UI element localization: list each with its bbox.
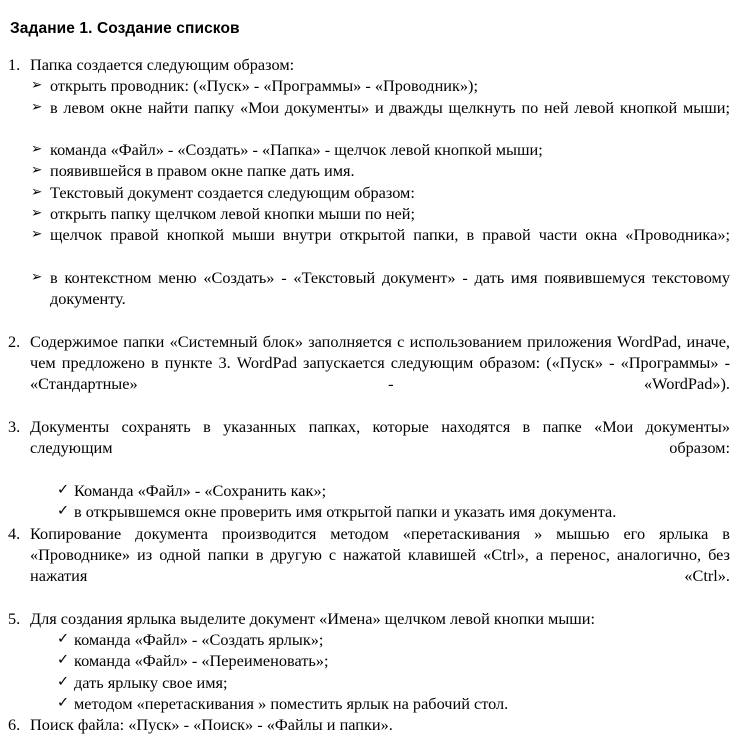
list-item-number: 6. <box>8 715 21 735</box>
arrow-bullet-icon: ➢ <box>31 77 43 94</box>
check-list-item-text: Команда «Файл» - «Сохранить как»; <box>74 480 327 500</box>
checkmark-icon: ✓ <box>57 481 70 498</box>
list-item <box>8 608 730 629</box>
check-list-item <box>8 480 730 501</box>
list-item-number: 2. <box>8 331 21 351</box>
list-item-text: Поиск файла: «Пуск» - «Поиск» - «Файлы и папки». <box>30 715 393 735</box>
checkmark-icon: ✓ <box>57 652 70 669</box>
list-item-text: Для создания ярлыка выделите документ «Имена» щелчком левой кнопки мыши: <box>30 608 596 628</box>
arrow-bullet-icon: ➢ <box>31 183 43 200</box>
list-item-number: 5. <box>8 608 21 628</box>
arrow-list-item <box>8 139 730 160</box>
list-item-number: 3. <box>8 417 21 437</box>
arrow-bullet-icon: ➢ <box>31 268 43 285</box>
arrow-list-item <box>8 75 730 96</box>
check-list-item <box>8 501 730 522</box>
check-list-item-text: команда «Файл» - «Переименовать»; <box>74 651 329 671</box>
check-list-item <box>8 693 730 714</box>
list-item-text: Папка создается следующим образом: <box>30 55 295 74</box>
list-item-number: 1. <box>8 55 21 74</box>
arrow-list-item-text: щелчок правой кнопкой мыши внутри открытой папки, в правой части окна «Проводника»; <box>50 225 730 245</box>
check-list-item-text: в открывшемся окне проверить имя открытой папки и указать имя документа. <box>74 502 617 522</box>
check-list-item-text: дать ярлыку свое имя; <box>74 672 228 692</box>
checkmark-icon: ✓ <box>57 503 70 520</box>
arrow-list-item-text: в контекстном меню «Создать» - «Текстовый документ» - дать имя появившемуся текстовому документу. <box>50 267 730 309</box>
list-item <box>8 54 730 75</box>
list-item <box>8 331 730 416</box>
checkmark-icon: ✓ <box>57 694 70 711</box>
arrow-bullet-icon: ➢ <box>31 162 43 179</box>
check-list-item <box>8 629 730 650</box>
arrow-list-item-text: появившейся в правом окне папке дать имя. <box>50 161 355 181</box>
list-item-text: Документы сохранять в указанных папках, которые находятся в папке «Мои документы» следующим образом: <box>30 417 730 458</box>
checkmark-icon: ✓ <box>57 673 70 690</box>
check-list-item-text: методом «перетаскивания » поместить ярлык на рабочий стол. <box>74 693 509 713</box>
check-list-item-text: команда «Файл» - «Создать ярлык»; <box>74 630 324 650</box>
list-item <box>8 416 730 480</box>
arrow-list-item <box>8 224 730 267</box>
list-item-number: 4. <box>8 523 21 543</box>
arrow-bullet-icon: ➢ <box>31 98 43 115</box>
arrow-list-item <box>8 97 730 140</box>
arrow-list-item-text: команда «Файл» - «Создать» - «Папка» - щелчок левой кнопкой мыши; <box>50 140 543 160</box>
arrow-bullet-icon: ➢ <box>31 141 43 158</box>
arrow-list-item-text: Текстовый документ создается следующим образом: <box>50 182 415 202</box>
arrow-list-item-text: в левом окне найти папку «Мои документы» и дважды щелкнуть по ней левой кнопкой мыши; <box>50 97 730 117</box>
list-item-text: Содержимое папки «Системный блок» заполняется с использованием приложения WordPad, иначе, чем предложено в пункте 3. WordPad запускается следующим образом: («Пуск» - «Программы» - «Стандартные» - «WordPad»). <box>30 331 730 394</box>
checkmark-icon: ✓ <box>57 631 70 648</box>
arrow-list-item <box>8 267 730 331</box>
arrow-list-item <box>8 160 730 181</box>
list-item <box>8 523 730 608</box>
arrow-bullet-icon: ➢ <box>31 205 43 222</box>
arrow-list-item-text: открыть проводник: («Пуск» - «Программы» - «Проводник»); <box>50 76 479 96</box>
arrow-list-item <box>8 203 730 224</box>
numbered-list <box>0 38 747 736</box>
arrow-list-item <box>8 182 730 203</box>
check-list-item <box>8 672 730 693</box>
list-item <box>8 714 730 735</box>
check-list-item <box>8 650 730 671</box>
arrow-bullet-icon: ➢ <box>31 226 43 243</box>
arrow-list-item-text: открыть папку щелчком левой кнопки мыши по ней; <box>50 204 416 224</box>
page-title: Задание 1. Создание списков <box>10 20 240 37</box>
list-item-text: Копирование документа производится методом «перетаскивания » мышью его ярлыка в «Проводнике» из одной папки в другую с нажатой клавишей «Ctrl», а перенос, аналогично, без нажатия «Ctrl». <box>30 523 730 586</box>
